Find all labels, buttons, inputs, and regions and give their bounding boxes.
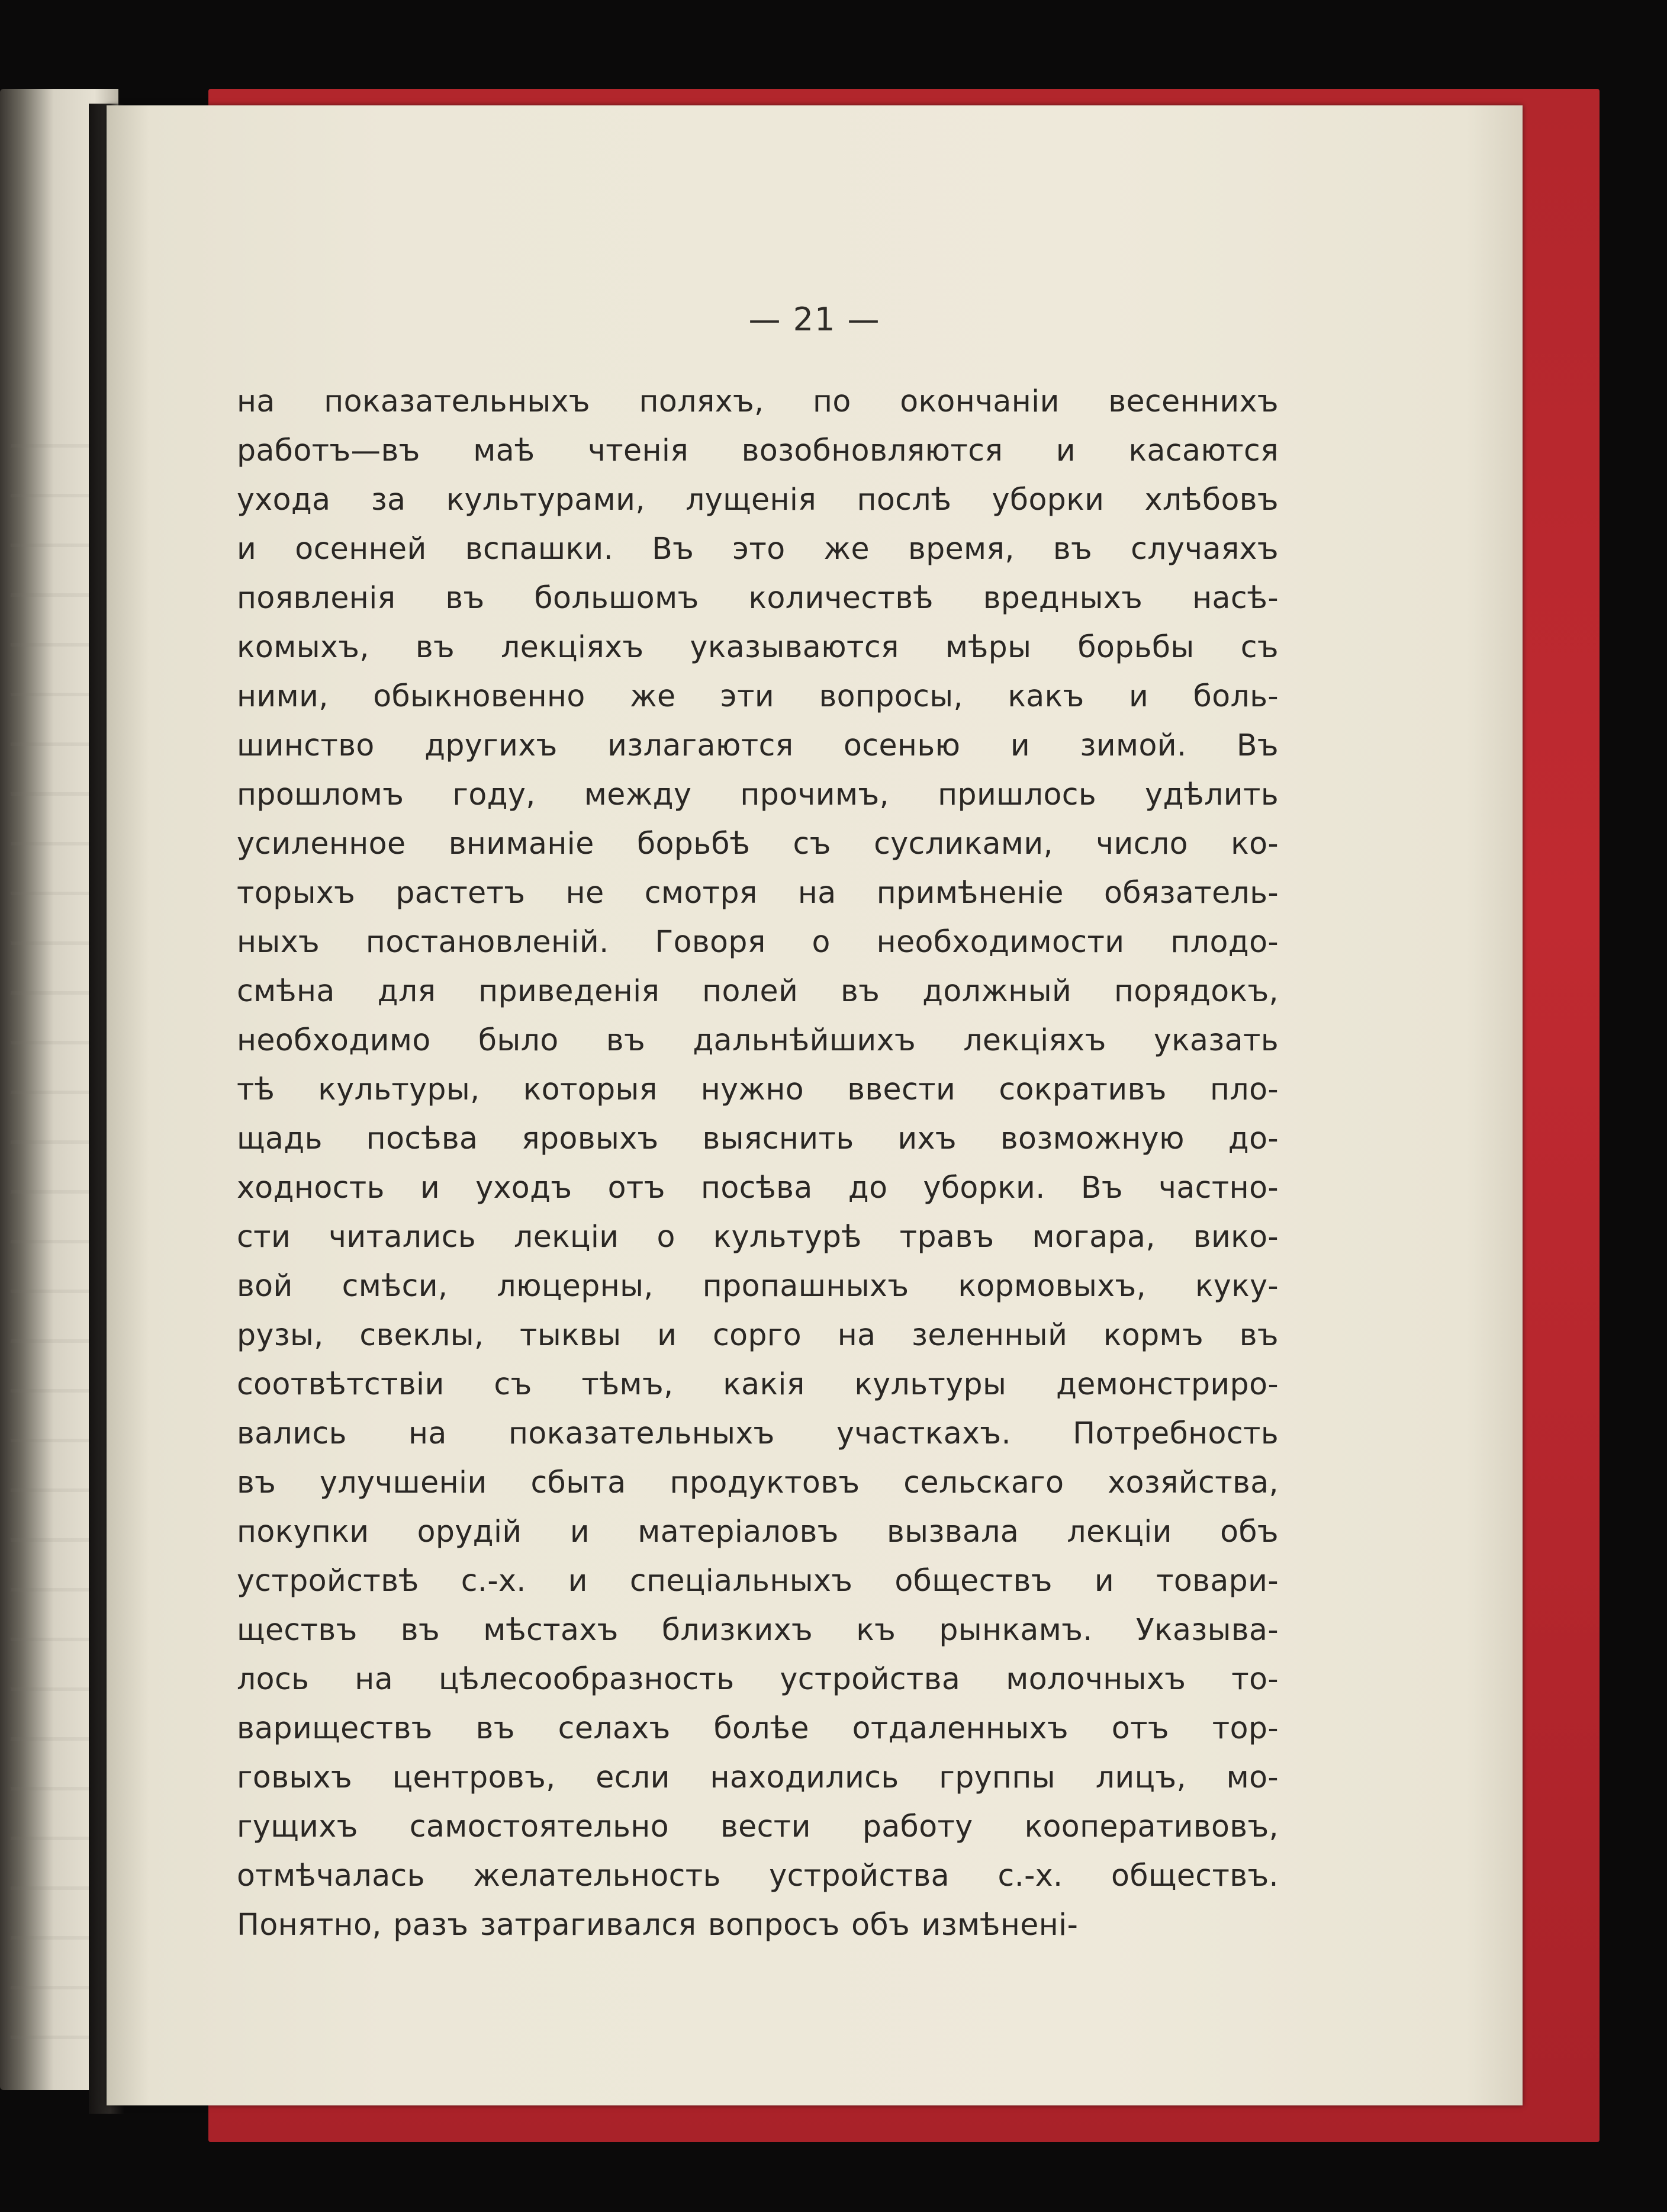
text-line: сти читались лекцiи о культурѣ травъ могара, вико- — [237, 1219, 1279, 1254]
text-line: ухода за культурами, лущенiя послѣ уборки хлѣбовъ — [237, 482, 1279, 517]
text-line: усиленное вниманiе борьбѣ съ сусликами, число ко- — [237, 826, 1279, 861]
text-line: комыхъ, въ лекцiяхъ указываются мѣры борьбы съ — [237, 629, 1279, 664]
text-line: торыхъ растетъ не смотря на примѣненiе обязатель- — [237, 875, 1279, 910]
text-line: устройствѣ с.-х. и спецiальныхъ обществъ и товари- — [237, 1563, 1279, 1598]
text-line: необходимо было въ дальнѣйшихъ лекцiяхъ указать — [237, 1023, 1279, 1057]
text-line: работъ—въ маѣ чтенiя возобновляются и касаются — [237, 433, 1279, 468]
page-number: — 21 — — [748, 301, 881, 338]
text-line: вой смѣси, люцерны, пропашныхъ кормовыхъ, куку- — [237, 1268, 1279, 1303]
text-line: смѣна для приведенiя полей въ должный порядокъ, — [237, 973, 1279, 1008]
text-line: шинство другихъ излагаются осенью и зимой. Въ — [237, 728, 1279, 763]
text-line: тѣ культуры, которыя нужно ввести сокративъ пло- — [237, 1072, 1279, 1107]
text-line: говыхъ центровъ, если находились группы лицъ, мо- — [237, 1760, 1279, 1795]
text-line: въ улучшенiи сбыта продуктовъ сельскаго хозяйства, — [237, 1465, 1279, 1500]
text-line: вариществъ въ селахъ болѣе отдаленныхъ отъ тор- — [237, 1711, 1279, 1745]
text-line: появленiя въ большомъ количествѣ вредныхъ насѣ- — [237, 580, 1279, 615]
text-line: ними, обыкновенно же эти вопросы, какъ и боль- — [237, 679, 1279, 713]
text-line: лось на цѣлесообразность устройства молочныхъ то- — [237, 1661, 1279, 1696]
text-line: щадь посѣва яровыхъ выяснить ихъ возможную до- — [237, 1121, 1279, 1156]
text-line: рузы, свеклы, тыквы и сорго на зеленный кормъ въ — [237, 1317, 1279, 1352]
previous-page-bleed-through — [11, 444, 99, 2043]
text-line: вались на показательныхъ участкахъ. Потребность — [237, 1416, 1279, 1451]
text-line: соотвѣтствiи съ тѣмъ, какiя культуры демонстриро- — [237, 1367, 1279, 1401]
book-page — [107, 105, 1523, 2105]
text-line: гущихъ самостоятельно вести работу кооперативовъ, — [237, 1809, 1279, 1844]
text-line: ществъ въ мѣстахъ близкихъ къ рынкамъ. Указыва- — [237, 1612, 1279, 1647]
text-line: прошломъ году, между прочимъ, пришлось удѣлить — [237, 777, 1279, 812]
text-line: и осенней вспашки. Въ это же время, въ случаяхъ — [237, 531, 1279, 566]
text-line: покупки орудiй и матерiаловъ вызвала лекцiи объ — [237, 1514, 1279, 1549]
text-line: ходность и уходъ отъ посѣва до уборки. Въ частно- — [237, 1170, 1279, 1205]
text-line: отмѣчалась желательность устройства с.-х. обществъ. — [237, 1858, 1279, 1893]
text-line: на показательныхъ поляхъ, по окончанiи весеннихъ — [237, 384, 1279, 419]
text-line: ныхъ постановленiй. Говоря о необходимости плодо- — [237, 924, 1279, 959]
body-text — [237, 377, 1279, 1949]
text-line: Понятно, разъ затрагивался вопросъ объ измѣненi- — [237, 1907, 1079, 1942]
